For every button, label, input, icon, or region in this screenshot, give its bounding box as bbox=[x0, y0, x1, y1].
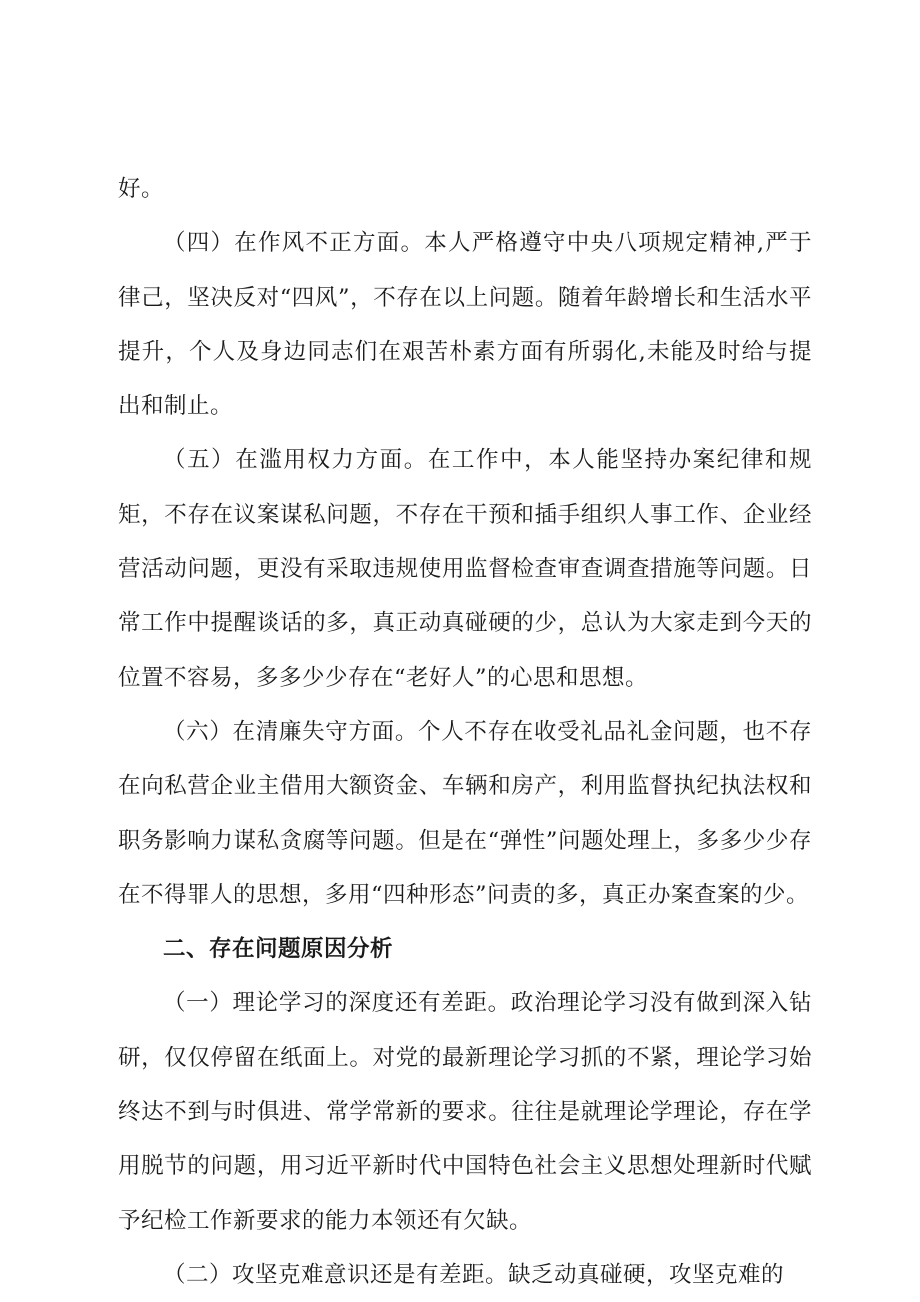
paragraph-tackling-difficulties: （二）攻坚克难意识还是有差距。缺乏动真碰硬，攻坚克难的 bbox=[163, 1261, 785, 1288]
paragraph-theory-study: （一）理论学习的深度还有差距。政治理论学习没有做到深入钻研，仅仅停留在纸面上。对党的最新理论学习抓的不紧，理论学习始终达不到与时俱进、常学常新的要求。往往是就理论学理论，存在学用脱节的问题，用习近平新时代中国特色社会主义思想处理新时代赋予纪检工作新要求的能力本领还有欠缺。 bbox=[118, 990, 812, 1234]
paragraph-style-issues: （四）在作风不正方面。本人严格遵守中央八项规定精神,严于律己，坚决反对“四风”，不存在以上问题。随着年龄增长和生活水平提升，个人及身边同志们在艰苦朴素方面有所弱化,未能及时给与提出和制止。 bbox=[118, 230, 812, 420]
document-page bbox=[118, 162, 812, 1302]
paragraph-power-abuse: （五）在滥用权力方面。在工作中，本人能坚持办案纪律和规矩，不存在议案谋私问题，不存在干预和插手组织人事工作、企业经营活动问题，更没有采取违规使用监督检查审查调查措施等问题。日常工作中提醒谈话的多，真正动真碰硬的少，总认为大家走到今天的位置不容易，多多少少存在“老好人”的心思和思想。 bbox=[118, 447, 812, 691]
paragraph-integrity: （六）在清廉失守方面。个人不存在收受礼品礼金问题，也不存在向私营企业主借用大额资金、车辆和房产，利用监督执纪执法权和职务影响力谋私贪腐等问题。但是在“弹性”问题处理上，多多少少存在不得罪人的思想，多用“四种形态”问责的多，真正办案查案的少。 bbox=[118, 718, 812, 908]
paragraph-continuation: 好。 bbox=[118, 176, 165, 202]
section-heading: 二、存在问题原因分析 bbox=[163, 936, 394, 963]
